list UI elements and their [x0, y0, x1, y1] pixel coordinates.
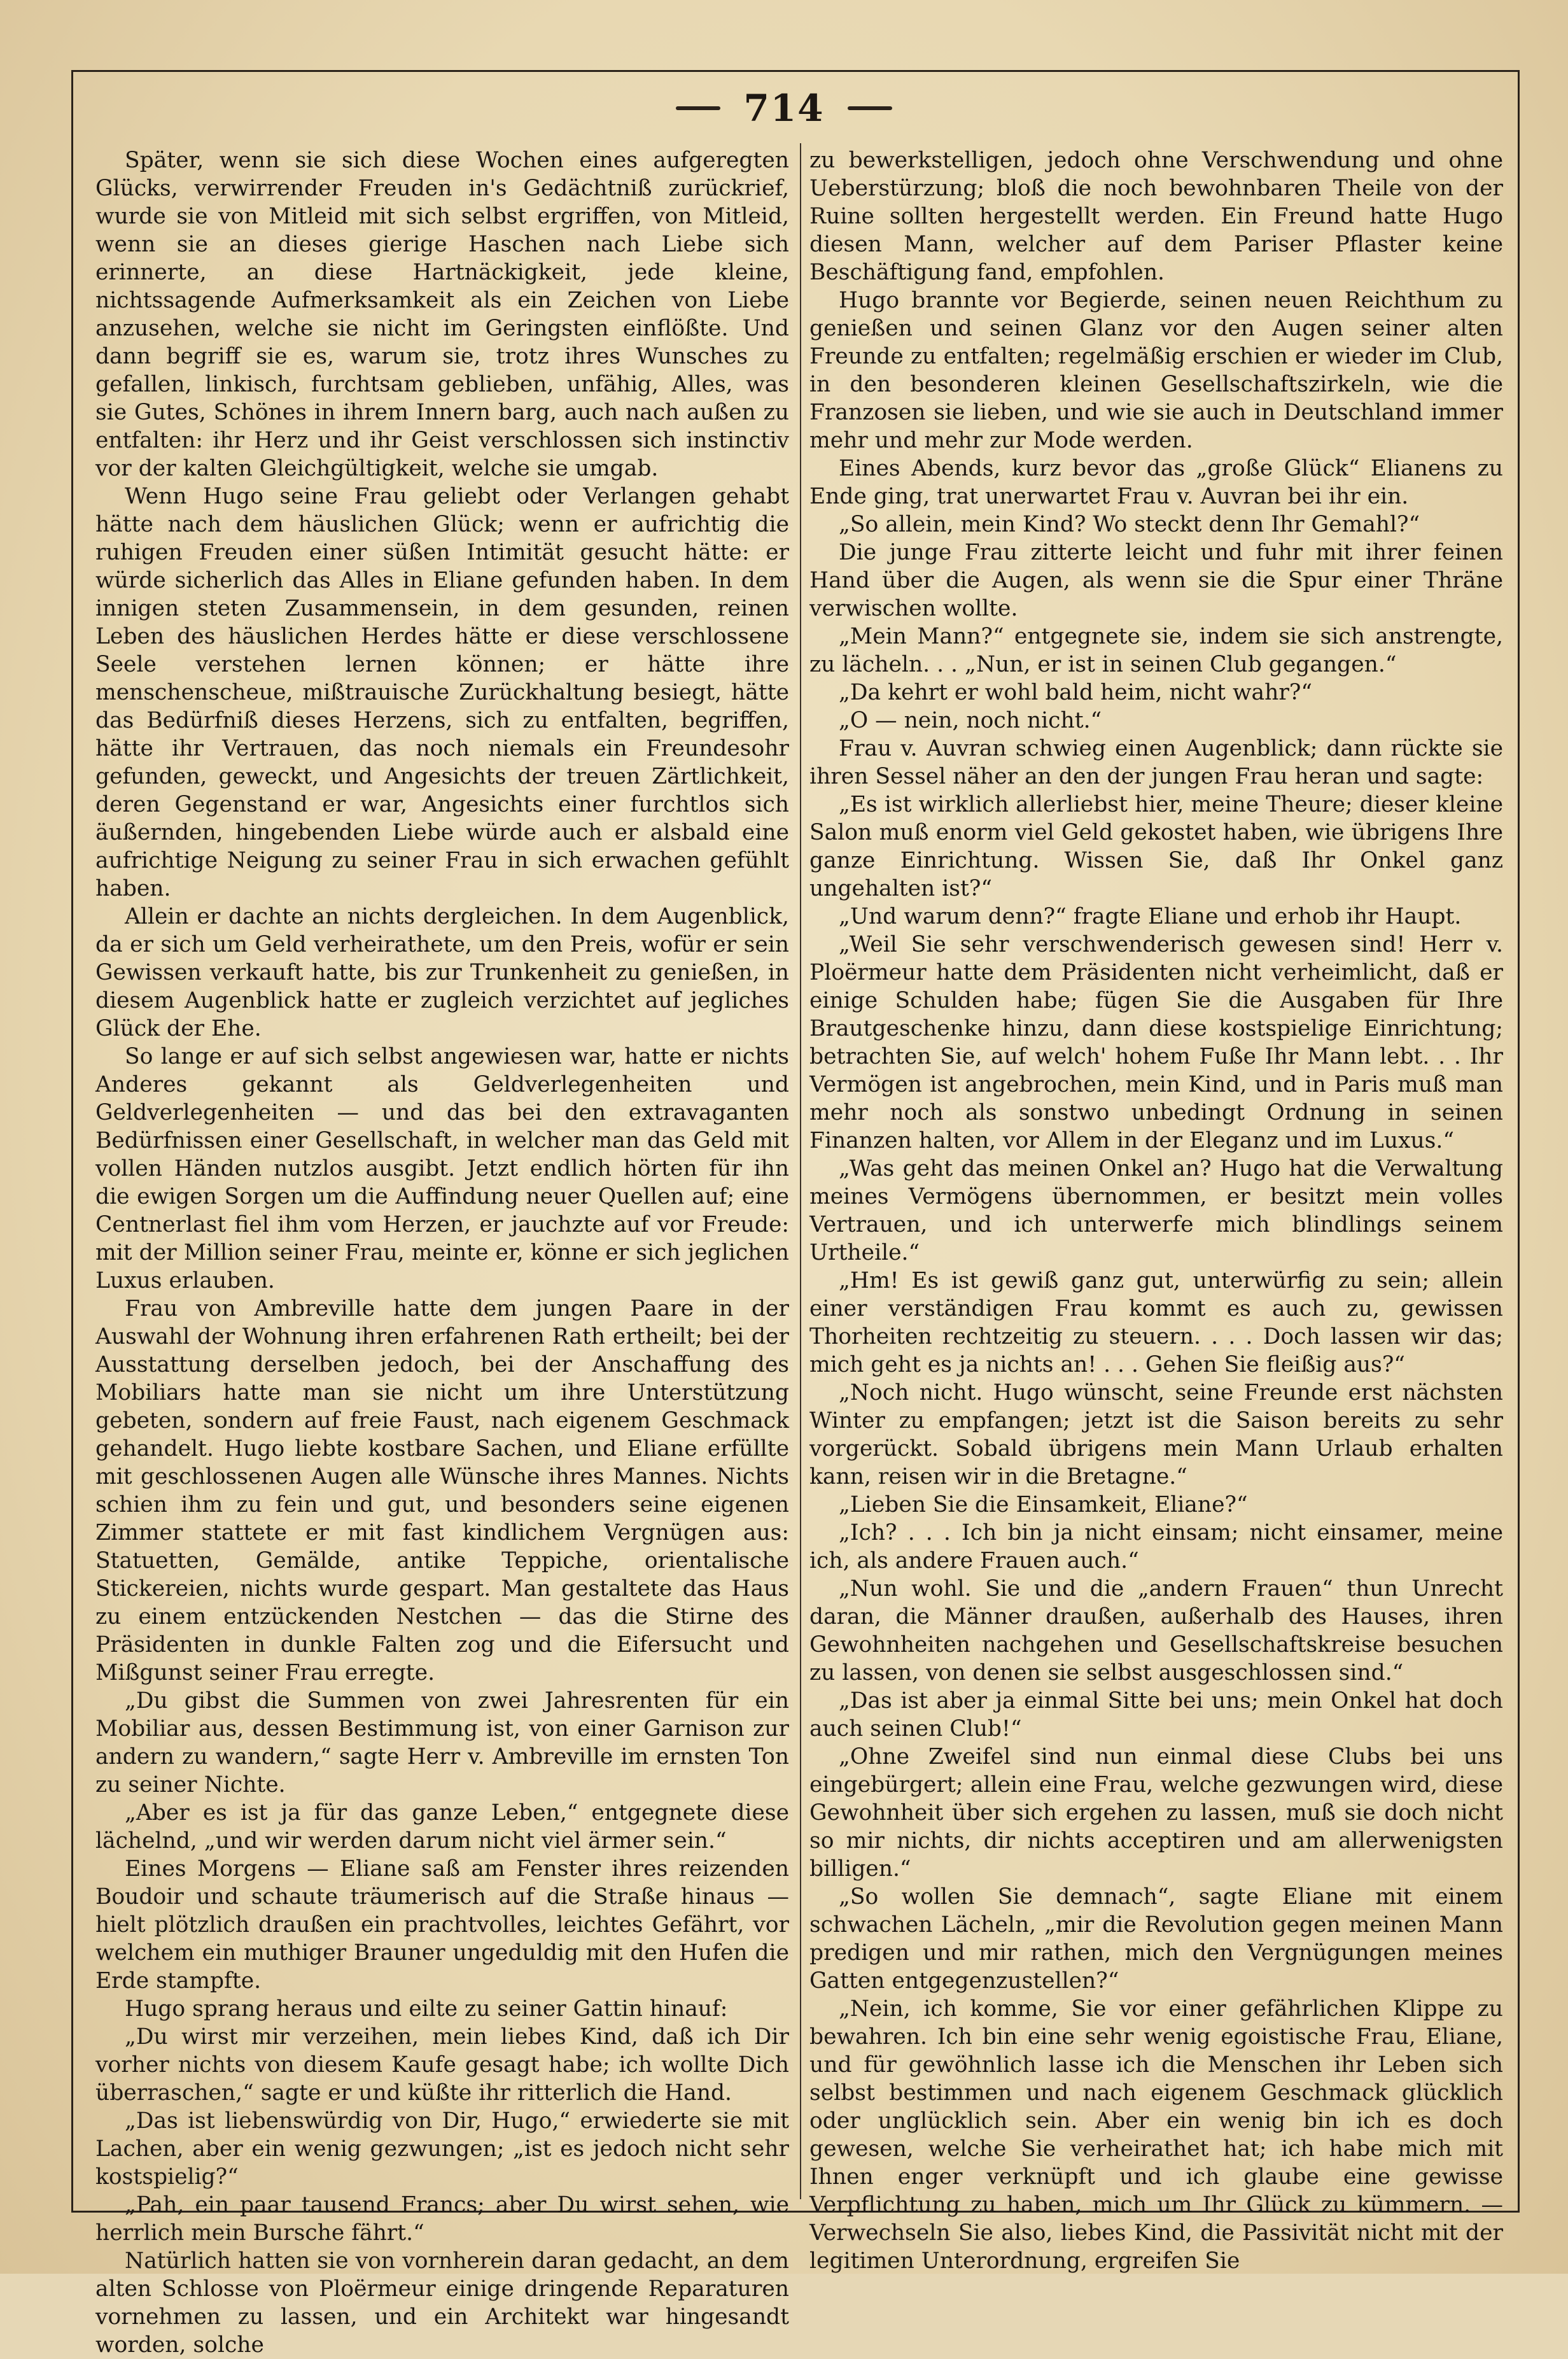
paragraph: „Aber es ist ja für das ganze Leben,“ entgegnete diese lächelnd, „und wir werden darum nicht viel ärmer sein.“	[95, 1800, 789, 1854]
paragraph: „Weil Sie sehr verschwenderisch gewesen sind! Herr v. Ploërmeur hatte dem Präsidenten nicht verheimlicht, daß er einige Schulden habe; fügen Sie die Ausgaben für Ihre Brautgeschenke hinzu, dann diese kostspielige Einrichtung; betrachten Sie, auf welch' hohem Fuße Ihr Mann lebt. . . Ihr Vermögen ist angebrochen, mein Kind, und in Paris muß man mehr noch als sonstwo unbedingt Ordnung in seinen Finanzen halten, vor Allem in der Eleganz und im Luxus.“	[809, 932, 1503, 1153]
paragraph: „Und warum denn?“ fragte Eliane und erhob ihr Haupt.	[839, 904, 1462, 929]
paragraph: „Du gibst die Summen von zwei Jahresrenten für ein Mobiliar aus, dessen Bestimmung ist, von einer Garnison zur andern zu wandern,“ sagte Herr v. Ambreville im ernsten Ton zu seiner Nichte.	[95, 1688, 789, 1798]
left-column	[95, 146, 789, 2358]
paragraph: Natürlich hatten sie von vornherein daran gedacht, an dem alten Schlosse von Ploërmeur einige dringende Reparaturen vornehmen zu lassen, und ein Architekt war hingesandt worden, solche	[95, 2248, 789, 2358]
header-ornament-left	[676, 106, 720, 110]
paragraph: Eines Abends, kurz bevor das „große Glück“ Elianens zu Ende ging, trat unerwartet Frau v. Auvran bei ihr ein.	[809, 456, 1503, 509]
page-header	[0, 80, 1568, 137]
paragraph: Allein er dachte an nichts dergleichen. In dem Augenblick, da er sich um Geld verheirathete, um den Preis, wofür er sein Gewissen verkauft hatte, bis zur Trunkenheit zu genießen, in diesem Augenblick hatte er zugleich verzichtet auf jegliches Glück der Ehe.	[95, 904, 789, 1041]
paragraph: „Da kehrt er wohl bald heim, nicht wahr?“	[839, 680, 1312, 705]
paragraph: „Mein Mann?“ entgegnete sie, indem sie sich anstrengte, zu lächeln. . . „Nun, er ist in seinen Club gegangen.“	[809, 624, 1503, 677]
paragraph: So lange er auf sich selbst angewiesen war, hatte er nichts Anderes gekannt als Geldverlegenheiten und Geldverlegenheiten — und das bei den extravaganten Bedürfnissen einer Gesellschaft, in welcher man das Geld mit vollen Händen nutzlos ausgibt. Jetzt endlich hörten für ihn die ewigen Sorgen um die Auffindung neuer Quellen auf; eine Centnerlast fiel ihm vom Herzen, er jauchzte auf vor Freude: mit der Million seiner Frau, meinte er, könne er sich jeglichen Luxus erlauben.	[95, 1044, 789, 1293]
paragraph: „So allein, mein Kind? Wo steckt denn Ihr Gemahl?“	[839, 512, 1420, 537]
paragraph: „Nein, ich komme, Sie vor einer gefährlichen Klippe zu bewahren. Ich bin eine sehr wenig egoistische Frau, Eliane, und für gewöhnlich lasse ich die Menschen ihr Leben sich selbst bestimmen und nach eigenem Geschmack glücklich oder unglücklich sein. Aber ein wenig bin ich es doch gewesen, welche Sie verheirathet hat; ich habe mich mit Ihnen enger verknüpft und ich glaube eine gewisse Verpflichtung zu haben, mich um Ihr Glück zu kümmern. — Verwechseln Sie also, liebes Kind, die Passivität nicht mit der legitimen Unterordnung, ergreifen Sie	[809, 1996, 1503, 2274]
paragraph: „O — nein, noch nicht.“	[839, 708, 1102, 733]
paragraph: „Ohne Zweifel sind nun einmal diese Clubs bei uns eingebürgert; allein eine Frau, welche gezwungen wird, diese Gewohnheit über sich ergehen zu lassen, muß sie doch nicht so mir nichts, dir nichts acceptiren und am allerwenigsten billigen.“	[809, 1744, 1503, 1882]
paragraph: Hugo sprang heraus und eilte zu seiner Gattin hinauf:	[125, 1996, 728, 2022]
paragraph: Eines Morgens — Eliane saß am Fenster ihres reizenden Boudoir und schaute träumerisch auf die Straße hinaus — hielt plötzlich draußen ein prachtvolles, leichtes Gefährt, vor welchem ein muthiger Brauner ungeduldig mit den Hufen die Erde stampfte.	[95, 1856, 789, 1994]
paragraph: „Pah, ein paar tausend Francs; aber Du wirst sehen, wie herrlich mein Bursche fährt.“	[95, 2192, 789, 2246]
paragraph: „Nun wohl. Sie und die „andern Frauen“ thun Unrecht daran, die Männer draußen, außerhalb des Hauses, ihren Gewohnheiten nachgehen und Gesellschaftskreise besuchen zu lassen, von denen sie selbst ausgeschlossen sind.“	[809, 1576, 1503, 1686]
paragraph: „Das ist liebenswürdig von Dir, Hugo,“ erwiederte sie mit Lachen, aber ein wenig gezwungen; „ist es jedoch nicht sehr kostspielig?“	[95, 2108, 789, 2190]
paragraph: „Was geht das meinen Onkel an? Hugo hat die Verwaltung meines Vermögens übernommen, er besitzt mein volles Vertrauen, und ich unterwerfe mich blindlings seinem Urtheile.“	[809, 1156, 1503, 1265]
paragraph: zu bewerkstelligen, jedoch ohne Verschwendung und ohne Ueberstürzung; bloß die noch bewohnbaren Theile von der Ruine sollten hergestellt werden. Ein Freund hatte Hugo diesen Mann, welcher auf dem Pariser Pflaster keine Beschäftigung fand, empfohlen.	[809, 148, 1503, 285]
paragraph: Hugo brannte vor Begierde, seinen neuen Reichthum zu genießen und seinen Glanz vor den Augen seiner alten Freunde zu entfalten; regelmäßig erschien er wieder im Club, in den besonderen kleinen Gesellschaftszirkeln, wie die Franzosen sie lieben, und wie sie auch in Deutschland immer mehr und mehr zur Mode werden.	[809, 288, 1503, 453]
column-divider	[800, 143, 801, 2199]
paragraph: Später, wenn sie sich diese Wochen eines aufgeregten Glücks, verwirrender Freuden in's Gedächtniß zurückrief, wurde sie von Mitleid mit sich selbst ergriffen, von Mitleid, wenn sie an dieses gierige Haschen nach Liebe sich erinnerte, an diese Hartnäckigkeit, jede kleine, nichtssagende Aufmerksamkeit als ein Zeichen von Liebe anzusehen, welche sie nicht im Geringsten einflößte. Und dann begriff sie es, warum sie, trotz ihres Wunsches zu gefallen, linkisch, furchtsam geblieben, unfähig, Alles, was sie Gutes, Schönes in ihrem Innern barg, auch nach außen zu entfalten: ihr Herz und ihr Geist verschlossen sich instinctiv vor der kalten Gleichgültigkeit, welche sie umgab.	[95, 148, 789, 481]
right-column	[809, 146, 1503, 2274]
paragraph: „Ich? . . . Ich bin ja nicht einsam; nicht einsamer, meine ich, als andere Frauen auch.“	[809, 1520, 1503, 1574]
paragraph: „Das ist aber ja einmal Sitte bei uns; mein Onkel hat doch auch seinen Club!“	[809, 1688, 1503, 1742]
paragraph: Frau von Ambreville hatte dem jungen Paare in der Auswahl der Wohnung ihren erfahrenen Rath ertheilt; bei der Ausstattung derselben jedoch, bei der Anschaffung des Mobiliars hatte man sie nicht um ihre Unterstützung gebeten, sondern auf freie Faust, nach eigenem Geschmack gehandelt. Hugo liebte kostbare Sachen, und Eliane erfüllte mit geschlossenen Augen alle Wünsche ihres Mannes. Nichts schien ihm zu fein und gut, und besonders seine eigenen Zimmer stattete er mit fast kindlichem Vergnügen aus: Statuetten, Gemälde, antike Teppiche, orientalische Stickereien, nichts wurde gespart. Man gestaltete das Haus zu einem entzückenden Nestchen — das die Stirne des Präsidenten in dunkle Falten zog und die Eifersucht und Mißgunst seiner Frau erregte.	[95, 1296, 789, 1686]
paragraph: Frau v. Auvran schwieg einen Augenblick; dann rückte sie ihren Sessel näher an den der jungen Frau heran und sagte:	[809, 736, 1503, 789]
paragraph: Wenn Hugo seine Frau geliebt oder Verlangen gehabt hätte nach dem häuslichen Glück; wenn er aufrichtig die ruhigen Freuden einer süßen Intimität gesucht hätte: er würde sicherlich das Alles in Eliane gefunden haben. In dem innigen steten Zusammensein, in dem gesunden, reinen Leben des häuslichen Herdes hätte er diese verschlossene Seele verstehen lernen können; er hätte ihre menschenscheue, mißtrauische Zurückhaltung besiegt, hätte das Bedürfniß dieses Herzens, sich zu entfalten, begriffen, hätte ihr Vertrauen, das noch niemals ein Freundesohr gefunden, geweckt, und Angesichts der treuen Zärtlichkeit, deren Gegenstand er war, Angesichts einer furchtlos sich äußernden, hingebenden Liebe würde auch er alsbald eine aufrichtige Neigung zu seiner Frau in sich erwachen gefühlt haben.	[95, 484, 789, 901]
paragraph: Die junge Frau zitterte leicht und fuhr mit ihrer feinen Hand über die Augen, als wenn sie die Spur einer Thräne verwischen wollte.	[809, 540, 1503, 621]
header-ornament-right	[848, 106, 892, 110]
paragraph: „Du wirst mir verzeihen, mein liebes Kind, daß ich Dir vorher nichts von diesem Kaufe gesagt habe; ich wollte Dich überraschen,“ sagte er und küßte ihr ritterlich die Hand.	[95, 2024, 789, 2106]
paragraph: „Es ist wirklich allerliebst hier, meine Theure; dieser kleine Salon muß enorm viel Geld gekostet haben, wie übrigens Ihre ganze Einrichtung. Wissen Sie, daß Ihr Onkel ganz ungehalten ist?“	[809, 792, 1503, 901]
page-number: 714	[743, 87, 825, 130]
paragraph: „So wollen Sie demnach“, sagte Eliane mit einem schwachen Lächeln, „mir die Revolution gegen meinen Mann predigen und mir rathen, mich den Vergnügungen meines Gatten entgegenzustellen?“	[809, 1884, 1503, 1994]
paragraph: „Lieben Sie die Einsamkeit, Eliane?“	[839, 1492, 1248, 1518]
paragraph: „Hm! Es ist gewiß ganz gut, unterwürfig zu sein; allein einer verständigen Frau kommt es auch zu, gewissen Thorheiten rechtzeitig zu steuern. . . . Doch lassen wir das; mich geht es ja nichts an! . . . Gehen Sie fleißig aus?“	[809, 1268, 1503, 1377]
paragraph: „Noch nicht. Hugo wünscht, seine Freunde erst nächsten Winter zu empfangen; jetzt ist die Saison bereits zu sehr vorgerückt. Sobald übrigens mein Mann Urlaub erhalten kann, reisen wir in die Bretagne.“	[809, 1380, 1503, 1489]
